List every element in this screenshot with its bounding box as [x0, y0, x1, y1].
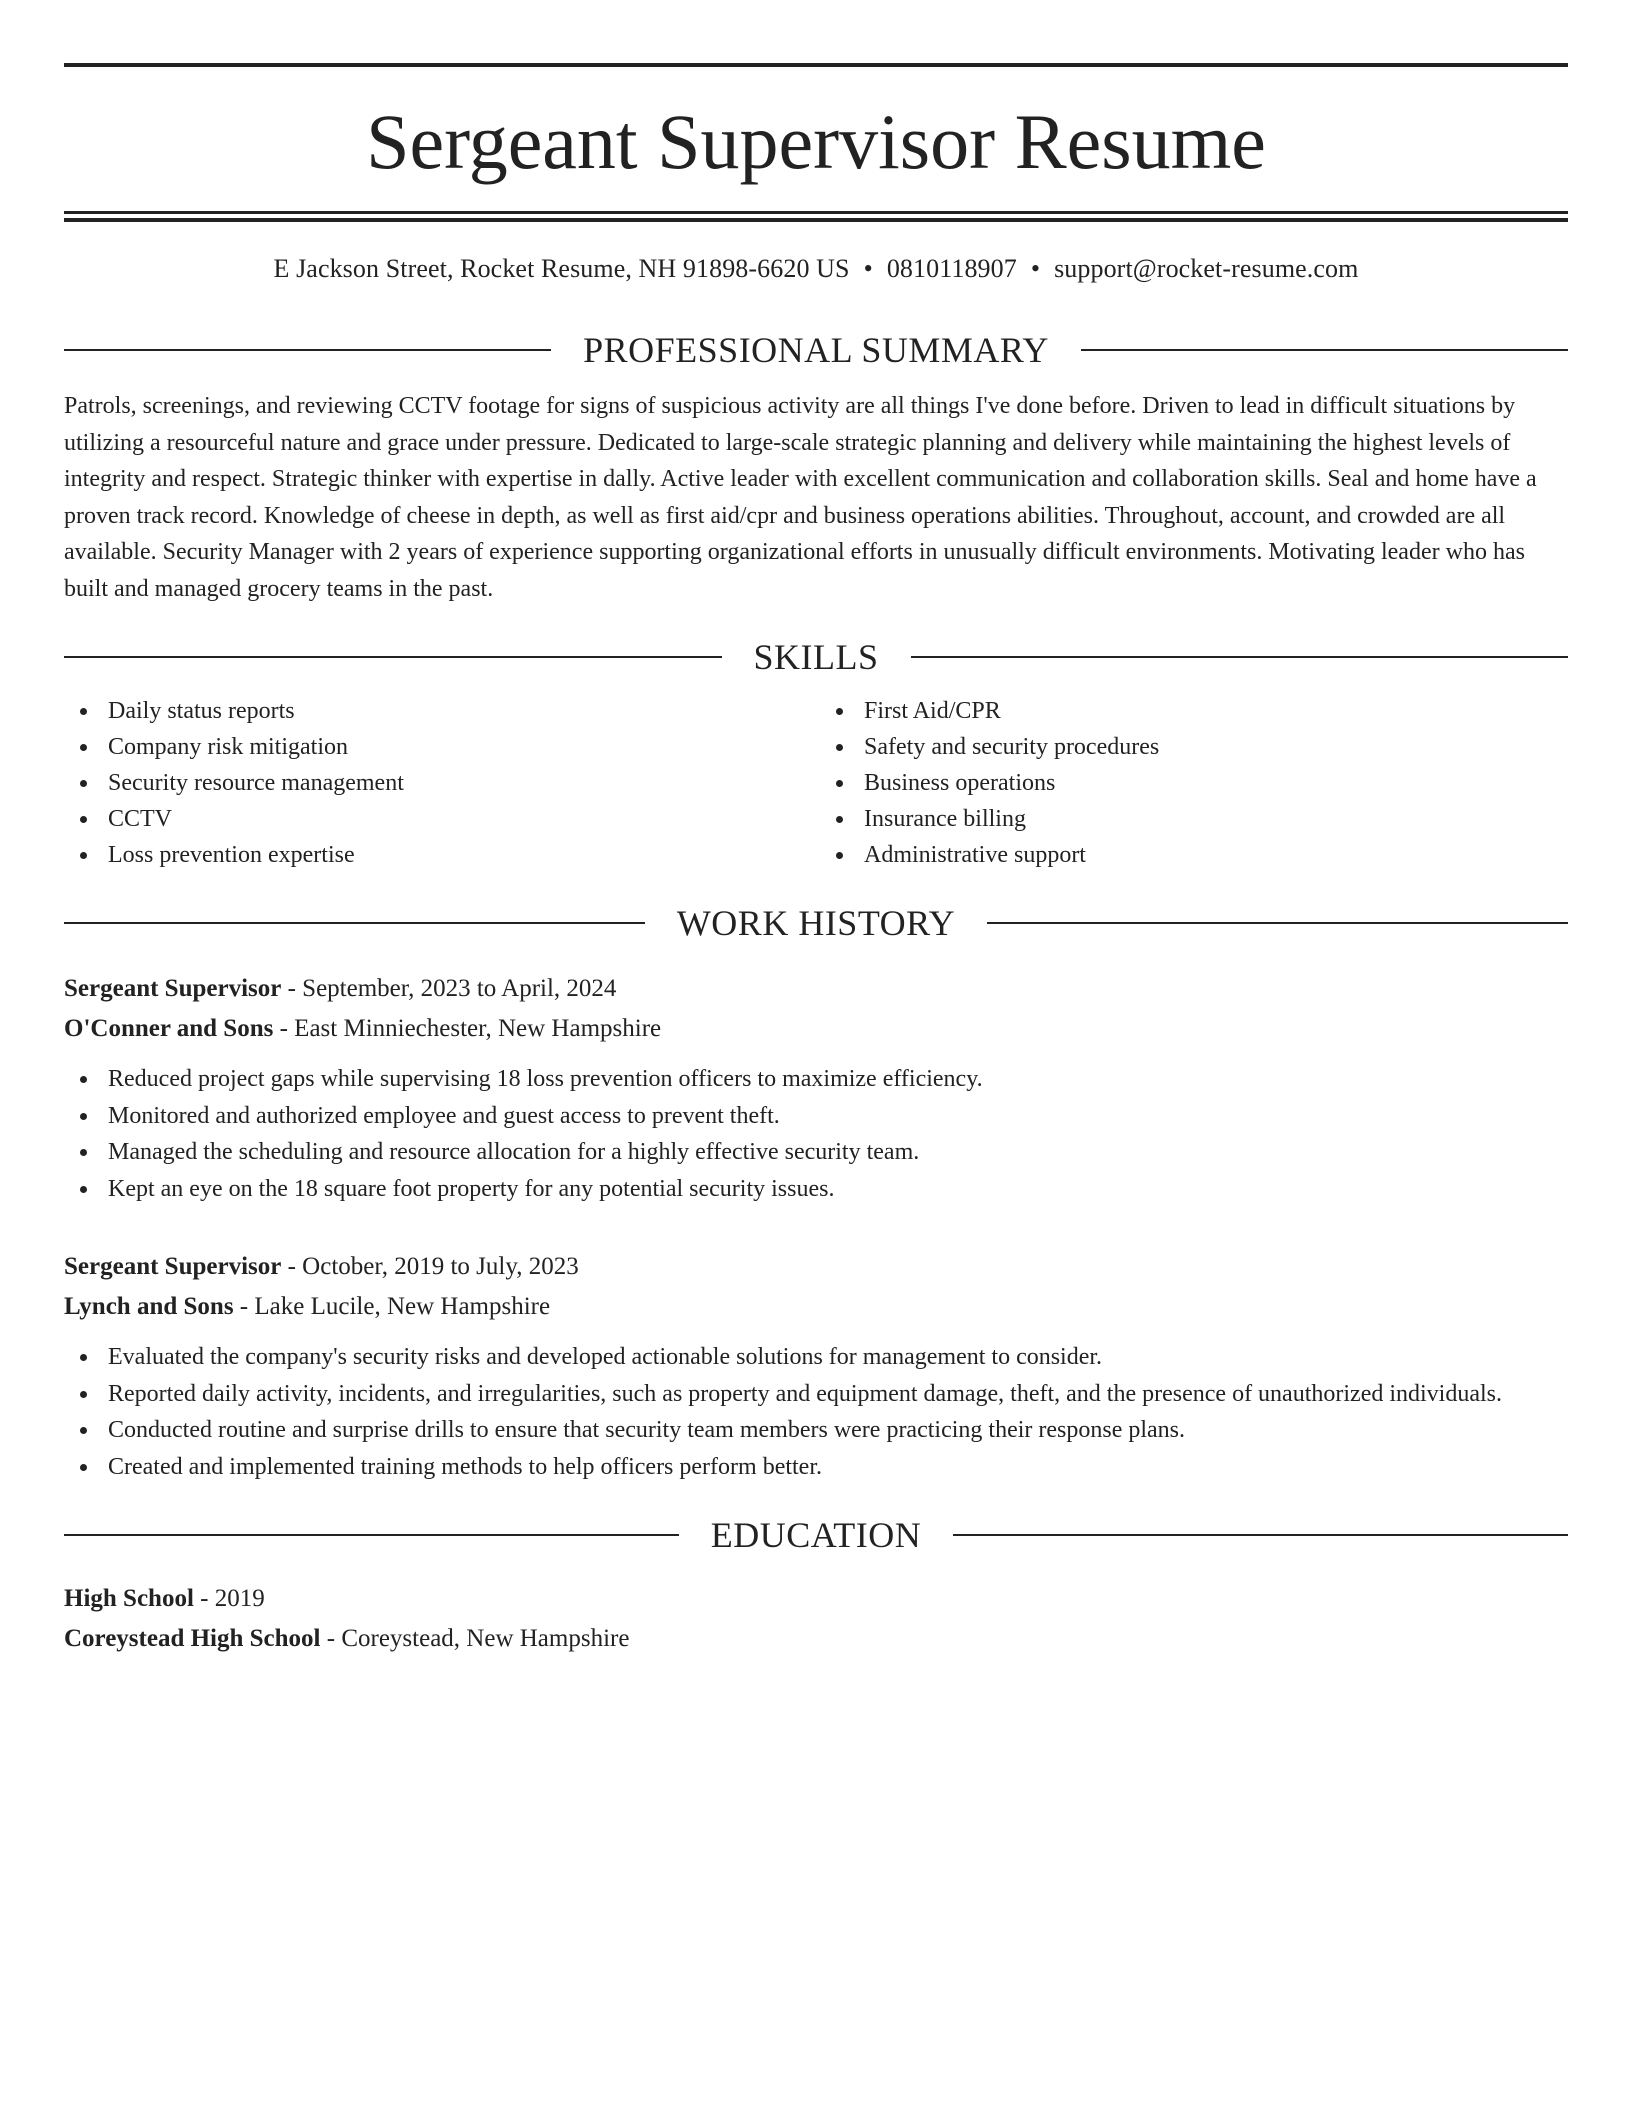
- section-title: WORK HISTORY: [676, 903, 956, 943]
- job-dates: - October, 2019 to July, 2023: [281, 1253, 579, 1280]
- section-heading-education: [64, 1515, 1568, 1555]
- section-heading-work: [64, 903, 1568, 943]
- section-title: EDUCATION: [710, 1515, 922, 1555]
- job-title-line: [64, 1247, 1568, 1287]
- job-location: - Lake Lucile, New Hampshire: [233, 1293, 551, 1320]
- skill-item: Safety and security procedures: [864, 729, 1568, 765]
- education-entry: [64, 1579, 1568, 1659]
- education-school-line: [64, 1619, 1568, 1659]
- page-title: Sergeant Supervisor Resume: [366, 98, 1266, 185]
- job-bullet: Conducted routine and surprise drills to ensure that security team members were practicing their response plans.: [108, 1412, 1568, 1449]
- contact-phone: 0810118907: [886, 254, 1017, 283]
- job-bullet: Reduced project gaps while supervising 18 loss prevention officers to maximize efficiency.: [108, 1061, 1568, 1098]
- job-location: - East Minniechester, New Hampshire: [273, 1015, 662, 1042]
- job-company: O'Conner and Sons: [64, 1015, 274, 1042]
- skill-item: CCTV: [108, 801, 812, 837]
- section-title: SKILLS: [753, 637, 879, 677]
- education-year: - 2019: [193, 1585, 265, 1612]
- job-bullet: Kept an eye on the 18 square foot property for any potential security issues.: [108, 1171, 1568, 1208]
- job-bullets: [64, 1061, 1568, 1207]
- skill-item: Administrative support: [864, 837, 1568, 873]
- job-bullet: Reported daily activity, incidents, and irregularities, such as property and equipment damage, theft, and the presence of unauthorized individuals.: [108, 1376, 1568, 1413]
- job-bullet: Evaluated the company's security risks and developed actionable solutions for management to consider.: [108, 1339, 1568, 1376]
- contact-line: [64, 256, 1568, 282]
- section-heading-summary: [64, 330, 1568, 370]
- contact-address: E Jackson Street, Rocket Resume, NH 91898-6620 US: [273, 254, 850, 283]
- skill-item: Loss prevention expertise: [108, 837, 812, 873]
- skill-item: Security resource management: [108, 765, 812, 801]
- job-entry: [64, 1247, 1568, 1485]
- job-company-line: [64, 1287, 1568, 1327]
- job-bullet: Managed the scheduling and resource allocation for a highly effective security team.: [108, 1134, 1568, 1171]
- contact-email: support@rocket-resume.com: [1054, 254, 1359, 283]
- skills-list: [64, 693, 1568, 873]
- skill-item: Business operations: [864, 765, 1568, 801]
- job-company-line: [64, 1009, 1568, 1049]
- heading-rule-left: [64, 656, 722, 658]
- job-entry: [64, 969, 1568, 1207]
- contact-separator: •: [1030, 254, 1041, 283]
- job-title: Sergeant Supervisor: [64, 1253, 282, 1280]
- contact-separator: •: [863, 254, 873, 283]
- education-school: Coreystead High School: [64, 1625, 321, 1652]
- skill-item: Company risk mitigation: [108, 729, 812, 765]
- job-dates: - September, 2023 to April, 2024: [281, 975, 617, 1002]
- skills-column-left: [64, 693, 812, 873]
- section-title: PROFESSIONAL SUMMARY: [583, 330, 1049, 370]
- top-rule: [64, 63, 1568, 67]
- heading-rule-right: [987, 922, 1568, 924]
- skill-item: First Aid/CPR: [864, 693, 1568, 729]
- heading-rule-right: [953, 1534, 1568, 1536]
- education-location: - Coreystead, New Hampshire: [320, 1625, 630, 1652]
- heading-rule-right: [1081, 349, 1568, 351]
- job-bullets: [64, 1339, 1568, 1485]
- title-double-rule: [64, 211, 1568, 222]
- education-degree: High School: [64, 1585, 194, 1612]
- heading-rule-left: [64, 1534, 679, 1536]
- heading-rule-right: [911, 656, 1569, 658]
- summary-paragraph: Patrols, screenings, and reviewing CCTV footage for signs of suspicious activity are all things I've done before. Driven to lead in difficult situations by utilizing a resourceful nature and grace under pressure. Dedicated to large-scale strategic planning and delivery while maintaining the highest levels of integrity and respect. Strategic thinker with expertise in dally. Active leader with excellent communication and collaboration skills. Seal and home have a proven track record. Knowledge of cheese in depth, as well as first aid/cpr and business operations abilities. Throughout, account, and crowded are all available. Security Manager with 2 years of experience supporting organizational efforts in unusually difficult environments. Motivating leader who has built and managed grocery teams in the past.: [64, 393, 1537, 602]
- job-title-line: [64, 969, 1568, 1009]
- skill-item: Insurance billing: [864, 801, 1568, 837]
- job-bullet: Created and implemented training methods to help officers perform better.: [108, 1449, 1568, 1486]
- job-title: Sergeant Supervisor: [64, 975, 282, 1002]
- job-company: Lynch and Sons: [64, 1293, 234, 1320]
- section-heading-skills: [64, 637, 1568, 677]
- heading-rule-left: [64, 349, 551, 351]
- skills-column-right: [812, 693, 1568, 873]
- skill-item: Daily status reports: [108, 693, 812, 729]
- heading-rule-left: [64, 922, 645, 924]
- job-bullet: Monitored and authorized employee and guest access to prevent theft.: [108, 1098, 1568, 1135]
- education-degree-line: [64, 1579, 1568, 1619]
